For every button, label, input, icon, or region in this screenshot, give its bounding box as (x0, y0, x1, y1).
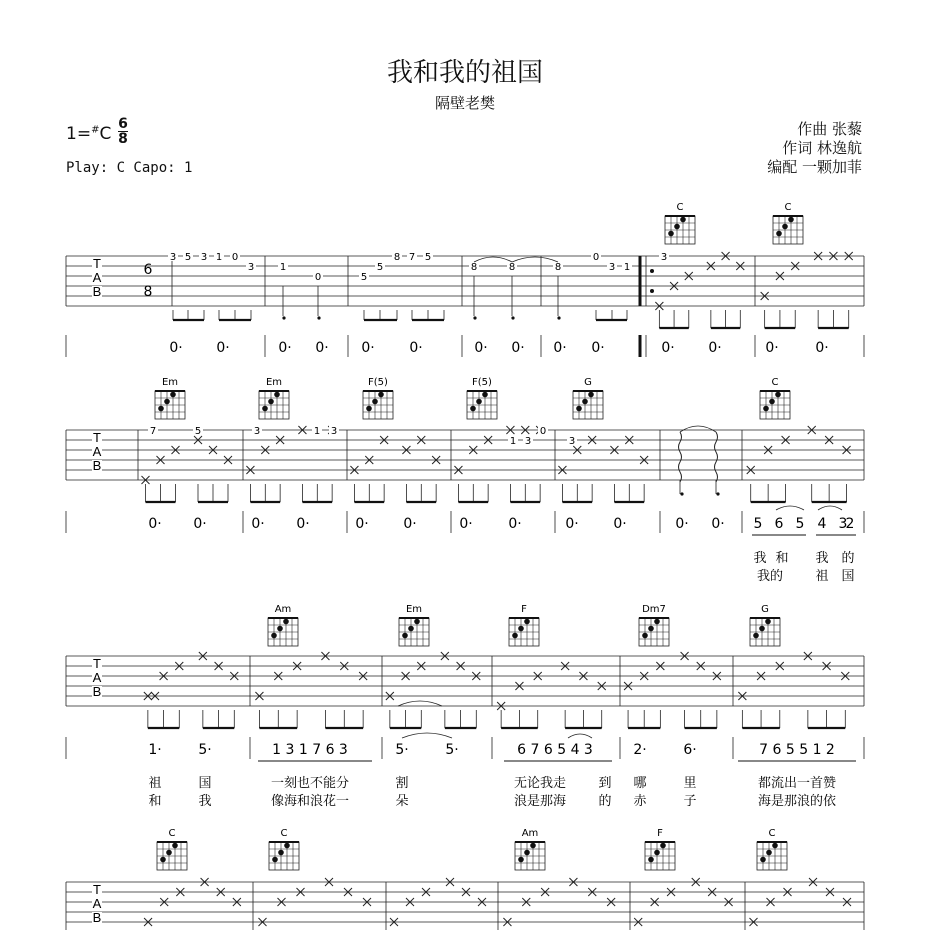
chord-finger-dot (576, 406, 582, 412)
chord-name: G (761, 604, 769, 615)
chord-finger-dot (470, 406, 476, 412)
melody-note: 2 (845, 516, 855, 532)
lyric-line1: 无论我走 (513, 776, 567, 791)
chord-finger-dot (160, 857, 166, 863)
chord-finger-dot (763, 406, 769, 412)
fret-number: 3 (253, 426, 261, 437)
fret-number: 3 (660, 252, 668, 263)
fret-number: 1 (509, 436, 517, 447)
chord-finger-dot (530, 843, 536, 849)
lyric-line1: 哪 (633, 776, 647, 791)
fret-number: 3 (169, 252, 177, 263)
chord-finger-dot (759, 626, 765, 632)
chord-name: Dm7 (642, 604, 666, 615)
lyric-line1: 割 (395, 776, 409, 791)
numbered-note: 0· (815, 340, 829, 356)
chord-name: F(5) (472, 377, 492, 388)
numbered-note: 6· (683, 742, 697, 758)
numbered-note: 0· (148, 516, 162, 532)
tab-clef-letter: T (93, 256, 101, 271)
chord-finger-dot (524, 850, 530, 856)
tie-arc (512, 257, 558, 262)
arpeggio-wave (679, 432, 682, 482)
fret-number: 5 (184, 252, 192, 263)
numbered-note: 0· (409, 340, 423, 356)
fret-number: 5 (424, 252, 432, 263)
chord-finger-dot (372, 399, 378, 405)
song-title: 我和我的祖国 (386, 58, 543, 88)
tab-clef-letter: T (93, 430, 101, 445)
chord-finger-dot (476, 399, 482, 405)
tie-arc (402, 733, 452, 738)
melody-note: 3 (838, 516, 848, 532)
numbered-note: 0· (459, 516, 473, 532)
chord-finger-dot (172, 843, 178, 849)
numbered-note: 0· (278, 340, 292, 356)
chord-finger-dot (524, 619, 530, 625)
fret-number: 3 (608, 262, 616, 273)
fret-number: 5 (376, 262, 384, 273)
numbered-note: 0· (474, 340, 488, 356)
chord-finger-dot (518, 857, 524, 863)
chord-name: C (168, 828, 176, 839)
melody-note: 5 (753, 516, 763, 532)
lyric-line1: 都流出一首赞 (757, 776, 837, 791)
tab-time-sig-bottom: 8 (143, 284, 153, 300)
repeat-dot (650, 269, 654, 273)
chord-name: F (657, 828, 663, 839)
tab-clef-letter: B (92, 910, 102, 925)
chord-name: Em (265, 377, 283, 388)
composer: 作曲 张藜 (797, 120, 862, 138)
tab-clef-letter: T (93, 882, 101, 897)
chord-finger-dot (760, 857, 766, 863)
numbered-note: 0· (565, 516, 579, 532)
fret-number: 0 (539, 426, 547, 437)
chord-finger-dot (775, 392, 781, 398)
chord-finger-dot (402, 633, 408, 639)
chord-finger-dot (788, 217, 794, 223)
repeat-dot (650, 289, 654, 293)
chord-finger-dot (408, 626, 414, 632)
fret-number: 5 (194, 426, 202, 437)
lyric-line2: 我的 (756, 569, 784, 584)
fret-number: 8 (508, 262, 516, 273)
lyric-line1: 和 (775, 551, 789, 566)
tab-clef-letter: B (92, 458, 102, 473)
lyric-line2: 国 (841, 569, 855, 584)
slur-arc (568, 734, 592, 738)
fret-number: 7 (408, 252, 416, 263)
lyric-line1: 一刻也不能分 (270, 776, 350, 791)
fret-number: 1 (215, 252, 223, 263)
chord-name: C (771, 377, 779, 388)
lyric-line2: 我 (198, 794, 212, 809)
chord-finger-dot (274, 392, 280, 398)
melody-note: 5 (795, 516, 805, 532)
chord-finger-dot (278, 850, 284, 856)
numbered-note: 0· (169, 340, 183, 356)
lyric-line1: 里 (683, 776, 697, 791)
dotted-note (557, 316, 560, 319)
chord-name: C (784, 202, 792, 213)
lyric-line2: 和 (148, 794, 162, 809)
fret-number: 3 (247, 262, 255, 273)
chord-finger-dot (772, 843, 778, 849)
numbered-note: 7 6 5 5 1 2 (759, 742, 835, 758)
fret-number: 1 (313, 426, 321, 437)
lyricist: 作词 林逸航 (782, 139, 862, 157)
lyric-line2: 的 (598, 794, 612, 809)
chord-finger-dot (414, 619, 420, 625)
chord-finger-dot (271, 633, 277, 639)
fret-number: 0 (231, 252, 239, 263)
arranger: 编配 一颗加菲 (767, 158, 862, 176)
numbered-note: 0· (193, 516, 207, 532)
numbered-note: 0· (355, 516, 369, 532)
chord-finger-dot (660, 843, 666, 849)
numbered-note: 1· (148, 742, 162, 758)
chord-name: F (521, 604, 527, 615)
chord-finger-dot (166, 850, 172, 856)
numbered-note: 2· (633, 742, 647, 758)
chord-finger-dot (582, 399, 588, 405)
fret-number: 0 (592, 252, 600, 263)
time-signature: 6 8 (118, 116, 128, 147)
numbered-note: 0· (553, 340, 567, 356)
numbered-note: 0· (361, 340, 375, 356)
numbered-note: 0· (511, 340, 525, 356)
lyric-line1: 到 (598, 776, 612, 791)
chord-finger-dot (776, 231, 782, 237)
lyric-line2: 像海和浪花一 (270, 794, 350, 809)
chord-name: Em (405, 604, 423, 615)
lyric-line1: 祖 (148, 776, 162, 791)
chord-name: G (584, 377, 592, 388)
chord-finger-dot (378, 392, 384, 398)
chord-finger-dot (164, 399, 170, 405)
numbered-note: 0· (661, 340, 675, 356)
numbered-note: 5· (395, 742, 409, 758)
chord-name: C (280, 828, 288, 839)
chord-finger-dot (284, 843, 290, 849)
numbered-note: 6 7 6 5 4 3 (517, 742, 593, 758)
fret-number: 3 (524, 436, 532, 447)
chord-finger-dot (268, 399, 274, 405)
fret-number: 1 (623, 262, 631, 273)
lyric-line2: 祖 (815, 569, 829, 584)
key-signature: 1=#C (66, 124, 112, 144)
chord-name: C (768, 828, 776, 839)
chord-finger-dot (668, 231, 674, 237)
numbered-note: 0· (613, 516, 627, 532)
fret-number: 0 (314, 272, 322, 283)
numbered-note: 0· (591, 340, 605, 356)
lyric-line1: 国 (198, 776, 212, 791)
slur-arc (818, 506, 842, 510)
chord-finger-dot (680, 217, 686, 223)
chord-finger-dot (482, 392, 488, 398)
chord-finger-dot (642, 633, 648, 639)
chord-finger-dot (277, 626, 283, 632)
numbered-note: 0· (296, 516, 310, 532)
lyric-line1: 我 (753, 551, 767, 566)
play-capo-info: Play: C Capo: 1 (66, 160, 193, 176)
tie-arc (680, 426, 716, 432)
arpeggio-wave (715, 432, 718, 482)
chord-name: Am (274, 604, 292, 615)
numbered-note: 0· (708, 340, 722, 356)
tie-arc (474, 257, 512, 262)
numbered-note: 5· (445, 742, 459, 758)
chord-name: F(5) (368, 377, 388, 388)
chord-finger-dot (648, 857, 654, 863)
lyric-line2: 浪是那海 (513, 794, 567, 809)
artist-name: 隔壁老樊 (434, 94, 495, 112)
tab-clef-letter: A (92, 670, 102, 685)
chord-name: Em (161, 377, 179, 388)
tab-clef-letter: A (92, 896, 102, 911)
tab-clef-letter: A (92, 444, 102, 459)
fret-number: 8 (554, 262, 562, 273)
dotted-note (317, 316, 320, 319)
chord-finger-dot (648, 626, 654, 632)
melody-note: 6 (774, 516, 784, 532)
dotted-note (473, 316, 476, 319)
chord-name: Am (521, 828, 539, 839)
numbered-note: 0· (508, 516, 522, 532)
chord-finger-dot (170, 392, 176, 398)
dotted-note (511, 316, 514, 319)
lyric-line2: 子 (683, 794, 697, 809)
chord-finger-dot (158, 406, 164, 412)
dotted-note (282, 316, 285, 319)
numbered-note: 0· (315, 340, 329, 356)
lyric-line1: 我 (815, 551, 829, 566)
lyric-line2: 赤 (633, 794, 647, 809)
fret-number: 3 (200, 252, 208, 263)
tab-time-sig-top: 6 (143, 262, 153, 278)
slur-arc (776, 506, 804, 510)
chord-finger-dot (283, 619, 289, 625)
chord-finger-dot (262, 406, 268, 412)
tie-arc (398, 701, 442, 706)
melody-note: 4 (817, 516, 827, 532)
fret-number: 8 (393, 252, 401, 263)
chord-finger-dot (765, 619, 771, 625)
numbered-note: 0· (765, 340, 779, 356)
chord-finger-dot (654, 850, 660, 856)
numbered-note: 5· (198, 742, 212, 758)
lyric-line2: 海是那浪的依 (757, 794, 837, 809)
chord-finger-dot (769, 399, 775, 405)
chord-finger-dot (766, 850, 772, 856)
chord-finger-dot (654, 619, 660, 625)
fret-number: 3 (330, 426, 338, 437)
chord-finger-dot (272, 857, 278, 863)
numbered-note: 0· (251, 516, 265, 532)
numbered-note: 0· (675, 516, 689, 532)
tab-clef-letter: A (92, 270, 102, 285)
lyric-line2: 朵 (395, 794, 409, 809)
chord-finger-dot (366, 406, 372, 412)
fret-number: 8 (470, 262, 478, 273)
numbered-note: 0· (711, 516, 725, 532)
chord-finger-dot (512, 633, 518, 639)
chord-finger-dot (518, 626, 524, 632)
dotted-note (716, 492, 719, 495)
chord-finger-dot (588, 392, 594, 398)
lyric-line1: 的 (841, 551, 855, 566)
numbered-note: 1 3 1 7 6 3 (272, 742, 348, 758)
fret-number: 1 (279, 262, 287, 273)
fret-number: 5 (360, 272, 368, 283)
numbered-note: 0· (403, 516, 417, 532)
tab-clef-letter: B (92, 684, 102, 699)
dotted-note (680, 492, 683, 495)
tab-clef-letter: B (92, 284, 102, 299)
fret-number: 7 (149, 426, 157, 437)
chord-name: C (676, 202, 684, 213)
numbered-note: 0· (216, 340, 230, 356)
chord-finger-dot (753, 633, 759, 639)
chord-finger-dot (782, 224, 788, 230)
tab-clef-letter: T (93, 656, 101, 671)
chord-finger-dot (674, 224, 680, 230)
fret-number: 3 (568, 436, 576, 447)
